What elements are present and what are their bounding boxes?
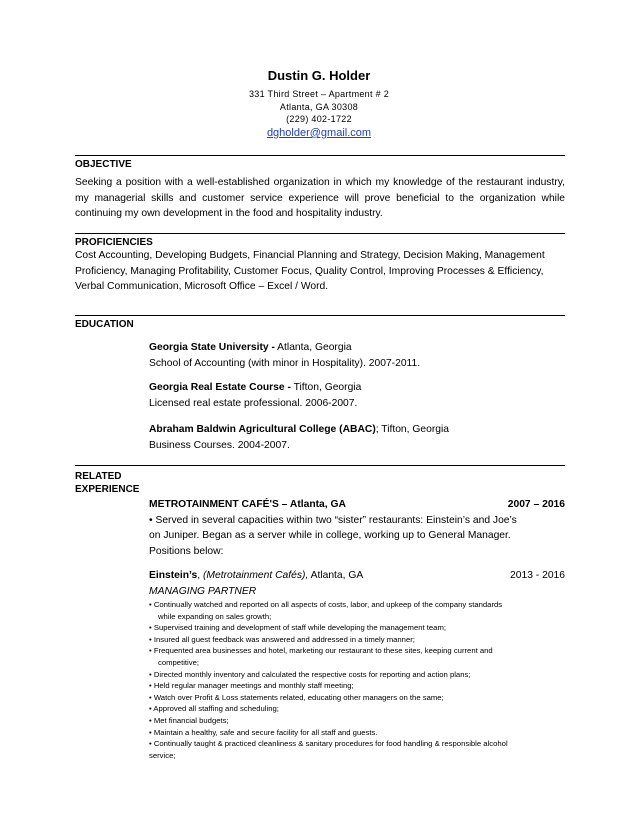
duty-item: • Frequented area businesses and hotel, marketing our restaurant to these sites, keeping current and xyxy=(149,646,493,656)
education-entry xyxy=(149,340,565,371)
address-line-2: Atlanta, GA 30308 xyxy=(279,102,359,112)
school-name: Georgia State University - xyxy=(149,342,275,353)
school-name: Abraham Baldwin Agricultural College (ABAC) xyxy=(149,424,376,435)
duty-item: • Held regular manager meetings and monthly staff meeting; xyxy=(149,681,354,691)
employer-summary-line-2: on Juniper. Began as a server while in college, working up to General Manager. xyxy=(149,530,511,541)
experience-heading-line-2: EXPERIENCE xyxy=(75,484,140,495)
role-parent: (Metrotainment Cafés), xyxy=(203,570,309,581)
experience-heading-line-1: RELATED xyxy=(75,471,122,482)
section-divider xyxy=(75,233,565,234)
duty-item-continued: while expanding on sales growth; xyxy=(158,611,272,621)
school-name: Georgia Real Estate Course - xyxy=(149,382,291,393)
duty-item-continued: service; xyxy=(149,750,176,760)
duty-item: • Supervised training and development of staff while developing the management team; xyxy=(149,623,446,633)
school-location: Atlanta, Georgia xyxy=(274,342,352,353)
school-detail: Business Courses. 2004-2007. xyxy=(149,439,290,451)
candidate-name: Dustin G. Holder xyxy=(267,68,371,83)
email-link[interactable]: dgholder@gmail.com xyxy=(266,127,372,139)
duty-item: • Directed monthly inventory and calculated the respective costs for reporting and action plans; xyxy=(149,669,471,679)
experience-heading xyxy=(75,470,139,496)
objective-text: Seeking a position with a well-established organization in which my knowledge of the restaurant industry, my managerial skills and customer service experience will prove beneficial to the organization while continuing my own development in the food and hospitality industry. xyxy=(75,177,565,219)
employer-dates: 2007 – 2016 xyxy=(507,499,565,510)
duty-item: • Continually taught & practiced cleanliness & sanitary procedures for food handling & responsible alcohol xyxy=(149,739,508,749)
phone-number: (229) 402-1722 xyxy=(286,114,352,124)
duty-item: • Approved all staffing and scheduling; xyxy=(149,704,279,714)
role-title: MANAGING PARTNER xyxy=(149,585,257,597)
proficiencies-text: Cost Accounting, Developing Budgets, Financial Planning and Strategy, Decision Making, Management Proficiency, Managing Profitability, Customer Focus, Quality Control, Improving Processes & Efficiency, Verbal Communication, Microsoft Office – Excel / Word. xyxy=(75,250,545,292)
objective-heading: OBJECTIVE xyxy=(75,159,132,170)
proficiencies-heading: PROFICIENCIES xyxy=(75,237,153,248)
role-block xyxy=(149,568,565,599)
school-location: Tifton, Georgia xyxy=(290,382,362,393)
education-entry xyxy=(149,380,565,411)
school-detail: Licensed real estate professional. 2006-2007. xyxy=(149,397,358,409)
school-location: ; Tifton, Georgia xyxy=(375,424,450,435)
role-city: Atlanta, GA xyxy=(308,570,364,581)
employer-summary-line-1: • Served in several capacities within two “sister” restaurants: Einstein’s and Joe’s xyxy=(149,514,517,526)
role-dates: 2013 - 2016 xyxy=(510,570,565,581)
duty-item: • Insured all guest feedback was answered and addressed in a timely manner; xyxy=(149,634,415,644)
section-divider xyxy=(75,155,565,156)
duties-list xyxy=(149,599,569,761)
duty-item: • Continually watched and reported on all aspects of costs, labor, and upkeep of the company standards xyxy=(149,600,503,609)
employer-block xyxy=(149,497,565,559)
duty-item-continued: competitive; xyxy=(158,657,200,667)
duty-item: • Watch over Profit & Loss statements related, educating other managers on the same; xyxy=(149,692,444,702)
education-entry xyxy=(149,422,565,453)
role-place: Einstein’s xyxy=(149,570,198,581)
section-divider xyxy=(75,465,565,466)
duty-item: • Maintain a healthy, safe and secure facility for all staff and guests. xyxy=(149,727,378,737)
section-divider xyxy=(75,315,565,316)
education-heading: EDUCATION xyxy=(75,319,134,330)
employer-name: METROTAINMENT CAFÉ'S – Atlanta, GA xyxy=(149,499,346,510)
address-line-1: 331 Third Street – Apartment # 2 xyxy=(248,89,389,99)
duty-item: • Met financial budgets; xyxy=(149,715,229,725)
employer-summary-line-3: Positions below: xyxy=(149,545,224,557)
school-detail: School of Accounting (with minor in Hospitality). 2007-2011. xyxy=(149,357,421,369)
role-sep: , xyxy=(197,570,203,581)
